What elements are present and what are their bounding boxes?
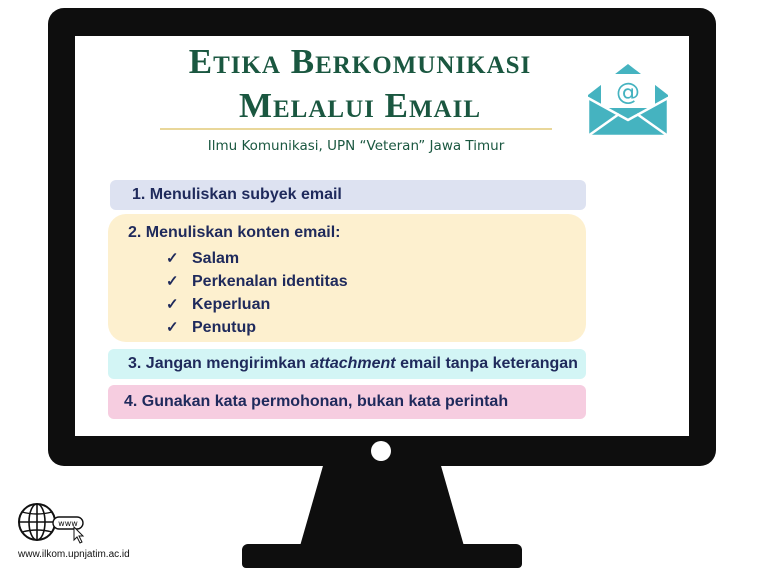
check-icon: ✓ [166,319,179,336]
attachment-italic: attachment [310,355,396,372]
item-permohonan-text: 4. Gunakan kata permohonan, bukan kata perintah [124,393,509,410]
item-content-text: 2. Menuliskan konten email: [128,224,341,241]
check-icon: ✓ [166,296,179,313]
subtitle: Ilmu Komunikasi, UPN “Veteran” Jawa Timur [207,138,505,154]
svg-text:@: @ [616,78,640,106]
item-subject-text: 1. Menuliskan subyek email [132,186,342,203]
page-title [150,40,570,128]
title-divider [160,128,552,130]
check-icon: ✓ [166,250,179,267]
footer-url: www.ilkom.upnjatim.ac.id [18,549,130,560]
content-checklist [166,247,348,339]
monitor-stand-base [242,544,522,568]
title-line-2: Melalui Email [238,86,482,125]
item-content [108,214,586,342]
globe-www-icon [16,500,86,544]
check-icon: ✓ [166,273,179,290]
title-line-1: Etika Berkomunikasi [188,42,532,81]
checklist-item-penutup: ✓ Penutup [166,316,348,339]
checklist-item-salam: ✓ Salam [166,247,348,270]
monitor-stand-neck [300,466,464,546]
item-permohonan [108,385,586,419]
item-subject [110,180,586,210]
item-attachment [108,349,586,379]
www-text: www [58,519,78,528]
item-attachment-text: 3. Jangan mengirimkan attachment email tanpa keterangan [128,355,578,372]
checklist-item-perkenalan: ✓ Perkenalan identitas [166,270,348,293]
monitor-power-button [371,441,391,461]
checklist-item-keperluan: ✓ Keperluan [166,293,348,316]
email-envelope-icon [585,62,671,138]
